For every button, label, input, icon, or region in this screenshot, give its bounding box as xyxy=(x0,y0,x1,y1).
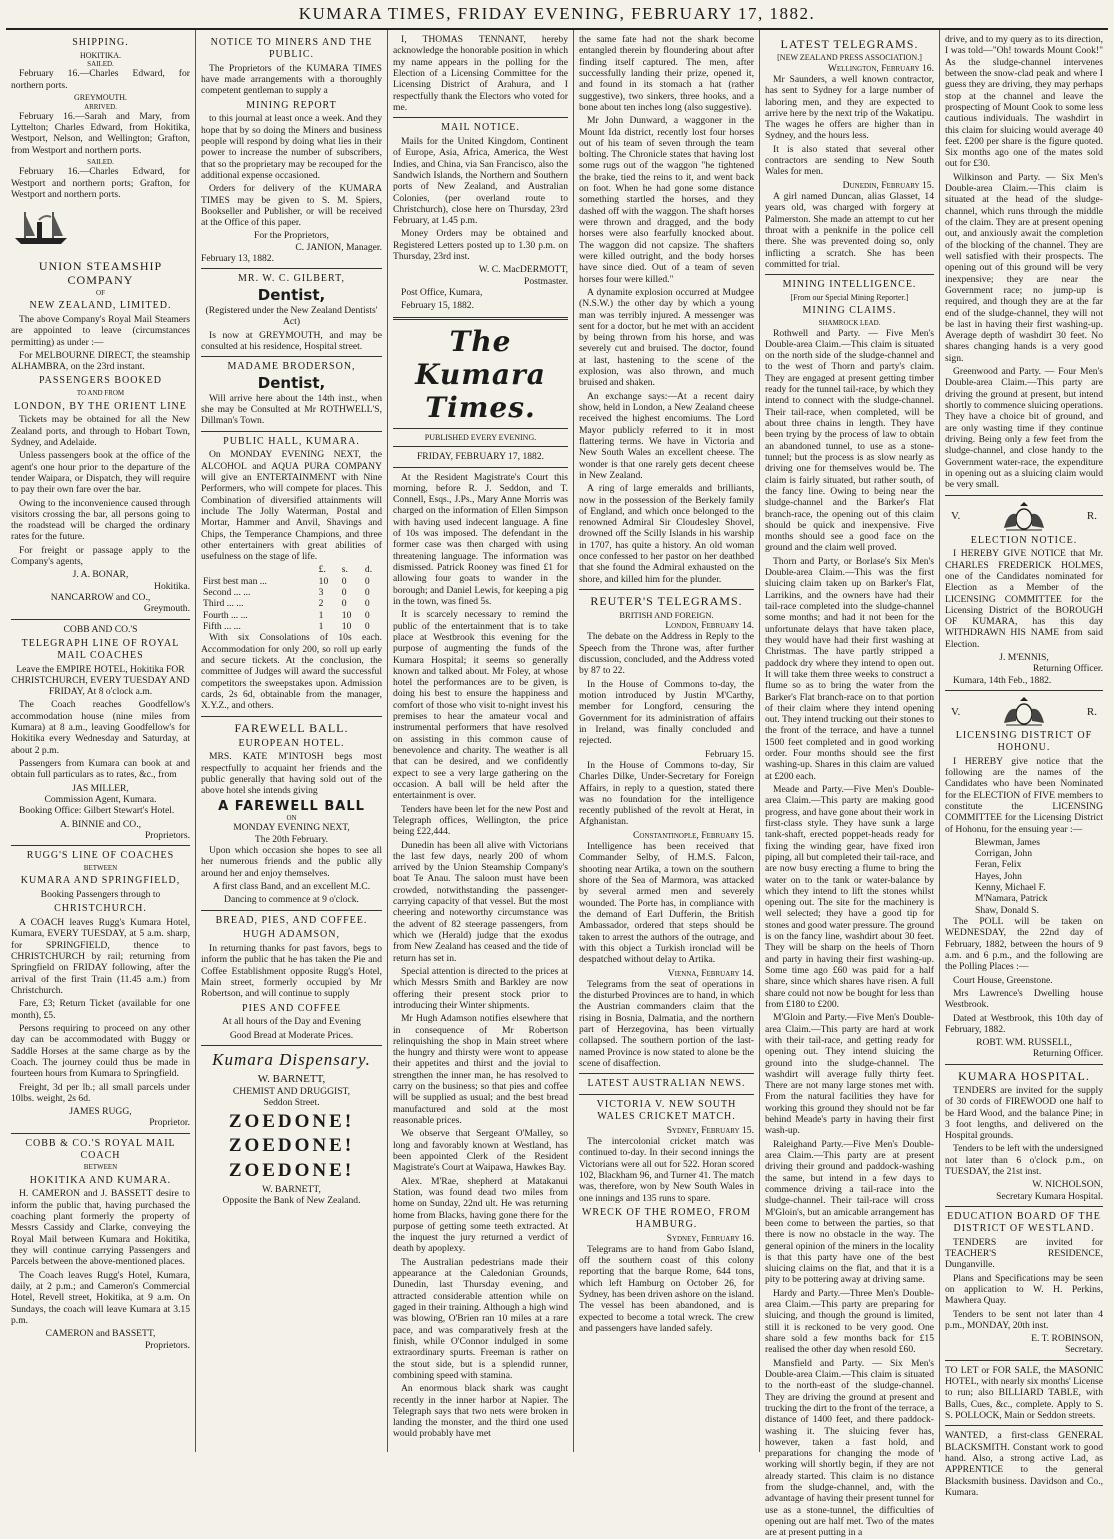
column-6 xyxy=(940,30,1108,1498)
cobb2-heading: COBB & CO.'S ROYAL MAIL COACH xyxy=(25,1137,176,1161)
dateline: February 15. xyxy=(704,748,754,760)
prize-cell: 0 xyxy=(341,587,347,599)
signature-role: Returning Officer. xyxy=(1032,1048,1103,1060)
prize-header-cell: £. xyxy=(318,564,326,576)
prize-header-cell xyxy=(201,564,317,575)
wanted-advert: WANTED, a first-class GENERAL BLACKSMITH. Constant work to good hand. Also, a strong active Lad, as APPRENTICE to the general Blacksmith business. Davidson and Co., Kumara. xyxy=(945,1430,1103,1498)
divider xyxy=(393,446,568,447)
divider xyxy=(201,356,382,357)
signature: E. T. ROBINSON, xyxy=(1031,1333,1103,1345)
candidate-name: Blewman, James xyxy=(975,836,1041,848)
telegrams-heading: LATEST TELEGRAMS. xyxy=(780,37,919,51)
ball-title: A FAREWELL BALL xyxy=(218,798,365,814)
education-heading: EDUCATION BOARD OF THE DISTRICT OF WESTLAND. xyxy=(947,1211,1101,1234)
mining-report-label: MINING REPORT xyxy=(246,99,337,111)
arrived-label: ARRIVED. xyxy=(84,102,117,111)
signature-role: Postmaster. xyxy=(524,275,568,287)
shipping-entry: February 16.—Sarah and Mary, from Lyttelton; Charles Edward, from Hokitika, Westport, Nelson, and Wellington; Grafton, from Westport and northern ports. xyxy=(11,110,190,156)
editorial-paragraph: The Australian pedestrians made their appearance at the Caledonian Grounds, Dunedin, last Thursday evening, and attracted considerable attention while on gaged in their training. Although a high wind was blowing, O'Brien ran 10 miles at a rare pace, and was comparatively fresh at the finish, while O'Connor indulged in some extraordinary spurts. Freeman is rather on the stout side, but is a splendid runner, combining speed with stamina. xyxy=(393,1256,568,1381)
prize-table xyxy=(201,564,382,632)
divider xyxy=(393,117,568,118)
prize-cell: Fifth ... ... xyxy=(203,621,241,633)
gilbert-title: Dentist, xyxy=(257,286,326,305)
ball-on: ON xyxy=(286,814,297,823)
signature: A. BINNIE and CO., xyxy=(59,818,141,830)
signature-role: Proprietors. xyxy=(144,1339,190,1351)
prize-cell: 0 xyxy=(364,598,370,610)
cobb2-paragraph: The Coach leaves Rugg's Hotel, Kumara, daily, at 2 p.m.; and Cameron's Commercial Hotel, Revell street, Hokitika, at 9 a.m. On Sundays, the coach will leave Kumara at 3.15 p.m. xyxy=(11,1269,190,1326)
editorial-paragraph: An exchange says:—At a recent dairy show, held in London, a New Zealand cheese received the highest encomiums. The Lord Mayor publicly referred to it in most flattering terms. We have in Victoria and New South Wales an excellent cheese. The wonder is that one rarely gets decent cheese in New Zealand. xyxy=(579,390,754,481)
column-3 xyxy=(388,30,574,1452)
cobb-paragraph: Leave the EMPIRE HOTEL, Hokitika FOR CHRISTCHURCH, EVERY TUESDAY AND FRIDAY, At 8 o'clock a.m. xyxy=(11,663,190,698)
licensing-paragraph: The POLL will be taken on WEDNESDAY, the 22nd day of February, 1882, between the hours of 9 a.m. and 6 p.m., and the following are the Polling Places :— xyxy=(945,916,1103,973)
broderson-paragraph: Will arrive here about the 14th inst., when she may be Consulted at Mr ROTHWELL'S, Dillman's Town. xyxy=(201,392,382,427)
editorial-paragraph: Dunedin has been all alive with Victorians the last few days, nearly 200 of whom arrived by the Union Steamship Company's boat Te Anau. The saloon must have been crowded, notwithstanding the passenger-carrying capacity of that vessel. But the most cheering and noteworthy circumstance was the advent of 82 steerage passengers, from which we (Herald) judge that the exodus from New Zealand has ceased and the tide of return has set in. xyxy=(393,839,568,964)
prize-cell: 10 xyxy=(341,609,352,621)
prize-row xyxy=(201,610,382,621)
candidate-name: Feran, Felix xyxy=(975,859,1022,871)
editorial-paragraph: A ring of large emeralds and brilliants, now in the possession of the Berkely family of England, and which once belonged to the renowned Admiral Sir Cloudesley Shovel, drowned off the Scilly Islands in his warship in 1707, has quite a history. An old woman once confessed to her pastor on her deathbed that she found the Admiral exhausted on the shore, and killed him for the plunder. xyxy=(579,483,754,585)
hall-paragraph: With six Consolations of 10s each. Accommodation for only 200, so roll up early and secure tickets. At the conclusion, the committee of Judges will award the successful competitors the sweepstakes upon. Admission cards, 2s 6d, obtainable from the manager, X.Y.Z., and others. xyxy=(201,632,382,712)
editorial-paragraph: We observe that Sergeant O'Malley, so long and favorably known at Westland, has been appointed Clerk of the Resident Magistrate's Court at Waipawa, Hawkes Bay. xyxy=(393,1128,568,1174)
passengers-london: LONDON, BY THE ORIENT LINE xyxy=(14,400,187,412)
wreck-heading: WRECK OF THE ROMEO, FROM HAMBURG. xyxy=(581,1206,752,1230)
prize-cell: 3 xyxy=(318,587,324,599)
mining-paragraph: M'Gloin and Party.—Five Men's Double-area Claim.—This party are hard at work with their tail-race, and getting ready for opening out. They intend sluicing the ground into the sludge-channel. The washdirt will average fully thirty feet. There are not many large stones met with. From the natural facilities they have for working this ground they should not be far behind Meade's party in having their first wash-up. xyxy=(765,1012,934,1137)
column-2 xyxy=(196,30,388,1452)
cobb2-places: HOKITIKA AND KUMARA. xyxy=(29,1174,172,1186)
mining-paragraph: Rothwell and Party. — Five Men's Double-area Claim.—This claim is situated on the north side of the sludge-channel and to the west of Thorn and party's claim. They are engaged at present getting timber ready for the tunnel tail-race, by which they intend to connect with the sludge-channel. Their tail-race, when completed, will be about three chains in length. They have been trying by the process of law to obtain an abandoned tunnel, to use as a stone-tunnel; but the process is as slow nearly as driving one for themselves would be. The claim is fairly situated, but rather south, of the fancy line. Owing to being near the sludge-channel and the Barker's Flat branch-race, the opening out of this claim should be quick and inexpensive. Five months should see a good face on the ground and the claim well proved. xyxy=(765,327,934,554)
prize-cell: 2 xyxy=(318,598,324,610)
dispensary-address: Opposite the Bank of New Zealand. xyxy=(222,1195,361,1207)
signature: NANCARROW and CO., xyxy=(50,592,151,603)
masthead: KUMARA TIMES, FRIDAY EVENING, FEBRUARY 17, 1882. xyxy=(6,0,1108,30)
signature-role: Commission Agent, Kumara. xyxy=(44,793,157,805)
prize-header-cell: s. xyxy=(341,564,348,576)
ball-date2: The 20th February. xyxy=(254,833,329,845)
ball-paragraph: Dancing to commence at 9 o'clock. xyxy=(224,894,359,906)
cobb-paragraph: Passengers from Kumara can book at and obtain full particulars as to rates, &c., from xyxy=(11,758,190,781)
tennant-notice: I, THOMAS TENNANT, hereby acknowledge the honorable position in which my name appears in the polling for the Election of a Licensing Committee for the Licensing District of Arahura, and I respectfully thank the Electors who voted for me. xyxy=(393,34,568,113)
editorial-paragraph: Alex. M'Rae, shepherd at Matakanui Station, was found dead two miles from home on Sunday, 22nd ult. He was returning home from Blacks, having gone there for the purpose of getting some teeth extracted. At the inquest the jury returned a verdict of death by apoplexy. xyxy=(393,1175,568,1255)
cobb-heading: COBB AND CO.'S xyxy=(63,623,138,635)
cobb-title: TELEGRAPH LINE OF ROYAL MAIL COACHES xyxy=(21,637,180,661)
prize-cell: 0 xyxy=(341,598,347,610)
divider xyxy=(945,1360,1103,1361)
claims-heading: MINING CLAIMS. xyxy=(802,305,897,317)
broderson-title: Dentist, xyxy=(257,373,326,392)
shipping-entry: February 16.—Charles Edward, for Westport and northern ports; Grafton, for Westport and northern ports. xyxy=(11,166,190,200)
mining-paragraph: Raleighand Party.—Five Men's Double-area Claim.—This party are at present driving their ground and paddock-washing the same, but intend in a few days to commence driving a tail-race into the sludge-channel. Their tail-race will cross M'Gloin's, but an amicable arrangement has been come to between the parties, so that there is now no obstacle in the way. The general opinion of the miners in the locality is that this party have one of the best sluicing claims on the flat, and that it is a pity to be pottering away at driving same. xyxy=(765,1138,934,1286)
notice-heading: NOTICE TO MINERS AND THE PUBLIC. xyxy=(210,37,373,60)
notice-date: February 13, 1882. xyxy=(201,253,275,265)
candidate-list xyxy=(945,837,1103,916)
divider xyxy=(579,1094,754,1095)
steamship-icon xyxy=(11,208,71,248)
gilbert-heading: MR. W. C. GILBERT, xyxy=(238,273,345,285)
rugg-paragraph: Freight, 3d per lb.; all small parcels under 10lbs. weight, 2s 6d. xyxy=(11,1081,190,1104)
dispensary-name: W. BARNETT, xyxy=(257,1073,326,1086)
union-paragraph: For MELBOURNE DIRECT, the steamship ALHAMBRA, on the 23rd instant. xyxy=(11,349,190,373)
prize-row xyxy=(201,621,382,632)
broderson-heading: MADAME BRODERSON, xyxy=(227,361,356,373)
bread-heading: BREAD, PIES, AND COFFEE. xyxy=(215,914,368,926)
signature: CAMERON and BASSETT, xyxy=(45,1328,156,1340)
divider xyxy=(393,317,568,320)
education-paragraph: Plans and Specifications may be seen on application to W. H. Perkins, Mawhera Quay. xyxy=(945,1272,1103,1307)
candidate-name: Hayes, John xyxy=(975,870,1022,882)
cobb-paragraph: Booking Office: Gilbert Stewart's Hotel. xyxy=(19,805,175,817)
prize-row xyxy=(201,598,382,609)
divider xyxy=(945,495,1103,496)
divider xyxy=(945,1064,1103,1065)
mining-paragraph: Greenwood and Party. — Four Men's Double-area Claim.—This party are driving the ground at present, but intend shortly to commence sluicing operations. They have a choice bit of ground, and are only wasting time if they continue driving. Being only a few feet from the sludge-channel, and close handy to the Government water-race, the expenditure in opening out as a sluicing claim would be very small. xyxy=(945,366,1103,491)
divider xyxy=(201,716,382,717)
prize-cell: First best man ... xyxy=(203,575,267,587)
mail-paragraph: Money Orders may be obtained and Registered Letters posted up to 1.30 p.m. on Thursday, 23rd inst. xyxy=(393,228,568,263)
mining-paragraph: Hardy and Party.—Three Men's Double-area Claim.—This party are preparing for sluicing, and though the ground is limited, still it is reckoned to be very good. One share sold a few months back for £15 realised the other day when resold £60. xyxy=(765,1287,934,1356)
zoedone-line: ZOEDONE! xyxy=(228,1135,355,1157)
editorial-paragraph: the same fate had not the shark become entangled therein by floundering about after finding itself captured. The men, after successfully landing their prize, opened it, and found in its stomach a hat (rather suggestive), two sinkers, three hooks, and a bone about ten inches long (also suggestive). xyxy=(579,34,754,113)
gilbert-paragraph: (Registered under the New Zealand Dentists' Act) xyxy=(205,304,378,328)
prize-cell: 1 xyxy=(318,609,324,621)
divider xyxy=(11,1133,190,1134)
signature: W. NICHOLSON, xyxy=(1032,1179,1103,1191)
signature: JAMES RUGG, xyxy=(69,1106,132,1118)
divider xyxy=(201,268,382,269)
prize-cell: 0 xyxy=(364,575,370,587)
rugg-between: BETWEEN xyxy=(83,864,118,873)
to-let-advert: TO LET or FOR SALE, the MASONIC HOTEL, with nearly six months' License to run; also BILLIARD TABLE, with Balls, Cues, &c., complete. Apply to S. S. POLLOCK, Main or Seddon streets. xyxy=(945,1364,1103,1422)
dispensary-heading: Kumara Dispensary. xyxy=(212,1050,371,1070)
divider xyxy=(393,428,568,429)
edition-date: FRIDAY, FEBRUARY 17, 1882. xyxy=(416,451,545,463)
greymouth-label: GREYMOUTH. xyxy=(73,93,128,103)
gilbert-paragraph: Is now at GREYMOUTH, and may be consulted at his residence, Hospital street. xyxy=(201,329,382,352)
signature: J. M'ENNIS, xyxy=(999,652,1049,664)
rugg-christchurch: CHRISTCHURCH. xyxy=(54,903,147,915)
prize-cell: 0 xyxy=(364,621,370,633)
prize-cell: 0 xyxy=(341,575,347,587)
signature: C. JANION, Manager. xyxy=(295,241,382,253)
dateline: Sydney, February 16. xyxy=(666,1232,754,1244)
ball-heading: FAREWELL BALL. xyxy=(234,720,349,735)
signature: ROBT. WM. RUSSELL, xyxy=(976,1037,1072,1049)
mail-paragraph: Mails for the United Kingdom, Continent of Europe, Asia, Africa, America, the West Indies, and China, via San Francisco, also the Sandwich Islands, the Northern and Southern ports of New Zealand, and Australian Colonies, (per overland route to Christchurch), close here on Thursday, 23rd February, at 1.45 p.m. xyxy=(393,135,568,227)
mail-date: February 15, 1882. xyxy=(401,300,475,312)
divider xyxy=(945,690,1103,691)
union-paragraph: Owing to the inconvenience caused through visitors crossing the bar, all persons going to the roadstead will be charged the ordinary rates for the future. xyxy=(11,497,190,543)
divider xyxy=(945,1206,1103,1207)
shipping-heading: SHIPPING. xyxy=(72,37,129,48)
bread-name: HUGH ADAMSON, xyxy=(243,929,340,941)
telegram-paragraph: In the House of Commons to-day, Sir Charles Dilke, Under-Secretary for Foreign Affairs, in reply to a question, stated there was no foundation for the intelligence recently published of the revolt at Herat, in Afghanistan. xyxy=(579,759,754,828)
mining-paragraph: Wilkinson and Party. — Six Men's Double-area Claim.—This claim is situated at the head of the sludge-channel, which runs through the middle of the claim. They are at present opening out, and anxiously await the completion of the blocking of the channel. They are well satisfied with their prospects. The opening out of this ground will be very inexpensive; they are near the Government race; no jump-up is required, and though they are at the far end of the sludge-channel, they will not be last in having their first washing-up. Average depth of washdirt 30 feet. No shares changing hands is a very good sign. xyxy=(945,171,1103,364)
mining-paragraph: Thorn and Party, or Borlase's Six Men's Double-area Claim.—This was the first sluicing claim taken up on Barker's Flat, Larrikins, and the owners have had their tail-race completed into the sludge-channel some months; and had it not been for the unfortunate delays that have taken place, they would have had their first washing at Christmas. The have partly stripped a paddock dry where they intend to open out. It will take them three weeks to construct a flume so as to bring the water from the Barker's Flat branch-race on to that portion of their claim where they intend opening out. They intend trucking out their stones to the front of the terrace, and have a tunnel 1500 feet completed and in good working order. Four months should see the first washing-up. Shares in this claim are valued at £200 each. xyxy=(765,555,934,782)
royal-r: R. xyxy=(1086,510,1097,523)
divider xyxy=(201,431,382,432)
education-paragraph: Tenders to be sent not later than 4 p.m., MONDAY, 20th inst. xyxy=(945,1308,1103,1331)
dateline: Sydney, February 15. xyxy=(666,1124,754,1136)
candidate-name: Kenny, Michael F. xyxy=(975,882,1046,894)
australian-heading: LATEST AUSTRALIAN NEWS. xyxy=(587,1078,746,1090)
rugg-paragraph: Fare, £3; Return Ticket (available for one month), £5. xyxy=(11,998,190,1021)
editorial-paragraph: Special attention is directed to the prices at which Messrs Smith and Barkley are now offering their present stock prior to introducing their Winter shipments. xyxy=(393,965,568,1011)
signature-place: Greymouth. xyxy=(143,603,190,615)
cobb2-between: BETWEEN xyxy=(83,1163,118,1172)
claims-lead: SHAMROCK LEAD. xyxy=(818,319,881,328)
prize-cell: 0 xyxy=(364,609,370,621)
candidate-name: M'Namara, Patrick xyxy=(975,893,1048,905)
editorial-paragraph: At the Resident Magistrate's Court this morning, before R. J. Seddon, and T. Connell, Esqs., J.Ps., Mary Anne Morris was charged on the information of Ellen Simpson with having used indecent language. A fine of 10s was imposed. The defendant in the former case was then charged with using threatening language. The information was dismissed. Patrick Rooney was fined £1 for allowing four goats to wander in the borough; and Daniel Lewis, for keeping a pig in the town, was fined 5s. xyxy=(393,471,568,607)
divider xyxy=(579,589,754,590)
signature: W. C. MacDERMOTT, xyxy=(478,264,568,276)
dateline: Dunedin, February 15. xyxy=(842,179,934,191)
hospital-paragraph: Tenders to be left with the undersigned not later than 6 o'clock p.m., on TUESDAY, the 21st inst. xyxy=(945,1143,1103,1178)
candidate-name: Shaw, Donald S. xyxy=(975,904,1039,916)
royal-v: V. xyxy=(951,510,961,523)
prize-cell: Third ... ... xyxy=(203,598,244,610)
rugg-paragraph: Persons requiring to proceed on any other day can be accommodated with Buggy or Saddle Horses at the same charge as by the Coach. The journey could thus be made in fourteen hours from Kumara to Springfield. xyxy=(11,1022,190,1080)
prize-cell: Second ... ... xyxy=(203,587,251,599)
divider xyxy=(765,274,934,275)
election-paragraph: I HEREBY GIVE NOTICE that Mr. CHARLES FREDERICK HOLMES, one of the Candidates nominated for Election as a Member of the LICENSING COMMITTEE for the Licensing District of the BOROUGH OF KUMARA, has this day WITHDRAWN HIS NAME from said Election. xyxy=(945,548,1103,650)
divider xyxy=(945,1425,1103,1426)
dispensary-signature: W. BARNETT, xyxy=(262,1183,321,1195)
signature: J. A. BONAR, xyxy=(72,569,129,581)
dateline: Wellington, February 16. xyxy=(827,62,934,74)
editorial-paragraph: Mr John Dunward, a waggoner in the Mount Ida district, recently lost four horses out of his team of seven through the team bolting. The Chronicle states that having lost some rugs out of the waggon "he tightened the brake, tied the reins to it, and went back on foot. When he had gone some distance something startled the horses, and they dashed off with the waggon. The shaft horses were thrown and dragged, and the body horses were also fearfully knocked about. The waggon did not capsize. The shafters were killed outright, and the body horses have since died. Out of a team of seven horses four were killed." xyxy=(579,115,754,285)
bread-paragraph: In returning thanks for past favors, begs to inform the public that he has taken the Pie and Coffee Establishment opposite Rugg's Hotel, Main street, formerly occupied by Mr Robertson, and will continue to supply xyxy=(201,943,382,1000)
reuter-heading: REUTER'S TELEGRAMS. xyxy=(590,594,743,608)
polling-place: Court House, Greenstone. xyxy=(953,974,1053,986)
hospital-paragraph: TENDERS are invited for the supply of 30 cords of FIREWOOD one half to be Hard Wood, and the balance Pine; in 3 foot lengths, and delivered on the Hospital grounds. xyxy=(945,1084,1103,1142)
prize-cell: 0 xyxy=(364,587,370,599)
prize-header-cell: d. xyxy=(364,564,373,576)
rugg-places: KUMARA AND SPRINGFIELD, xyxy=(20,875,181,887)
cobb-paragraph: The Coach reaches Goodfellow's accommodation house (nine miles from Kumara) at 8 a.m., leaving Goodfellow's for Hokitika every Wednesday and Saturday, at about 2 p.m. xyxy=(11,699,190,756)
signature-role: Returning Officer. xyxy=(1032,663,1103,675)
dispensary-trade: CHEMIST AND DRUGGIST, xyxy=(232,1086,351,1098)
rugg-paragraph: A COACH leaves Rugg's Kumara Hotel, Kumara, EVERY TUESDAY, at 5 a.m. sharp, for SPRINGFIELD, thence to CHRISTCHURCH by rail; returning from Springfield on FRIDAY following, after the arrival of the first Train (11.45 a.m.) from Christchurch. xyxy=(11,917,190,997)
union-paragraph: Tickets may be obtained for all the New Zealand ports, and through to Hobart Town, Sydney, and Adelaide. xyxy=(11,414,190,448)
divider xyxy=(393,467,568,468)
education-paragraph: TENDERS are invited for TEACHER'S RESIDENCE, Dunganville. xyxy=(945,1236,1103,1271)
election-heading: ELECTION NOTICE. xyxy=(970,534,1078,546)
dateline: Vienna, February 14. xyxy=(667,967,754,979)
royal-coat-of-arms-icon xyxy=(1000,697,1048,727)
polling-place: Mrs Lawrence's Dwelling house Westbrook. xyxy=(945,987,1103,1011)
telegrams-source: [NEW ZEALAND PRESS ASSOCIATION.] xyxy=(777,53,922,63)
published-line: PUBLISHED EVERY EVENING. xyxy=(424,432,537,442)
shipping-entry: February 16.—Charles Edward, for northern ports. xyxy=(11,68,190,91)
mining-paragraph: Meade and Party.—Five Men's Double-area Claim.—This party are making good progress, and have gone about their work in first-class style. They have sunk a large tank-shaft, erected poppet-heads ready for fixing the winding gear, have fixed iron piping, all but completed their tail-race, and are now busy erecting a flume to bring the water on to the tank or water-balance by which they intend to lift the stones whilst opening out. The site for the machinery is well selected; they have a good tip for stones and good water pressure. The ground is on the fancy line, washdirt about 30 feet. They will be sharp on the heels of Thorn and party in having their first washing-up. Some time ago £60 was paid for a half share, since which shares have risen. A full share could not now be bought for less than from £180 to £200. xyxy=(765,784,935,1010)
signature-role: Proprietor. xyxy=(149,1117,190,1129)
licensing-paragraph: Dated at Westbrook, this 10th day of February, 1882. xyxy=(945,1012,1103,1035)
dispensary-street: Seddon Street. xyxy=(263,1097,320,1109)
prize-cell: Fourth ... ... xyxy=(203,609,248,621)
telegram-paragraph: The intercolonial cricket match was continued to-day. In their second innings the Victorians were all out for 522. Horan scored 102, Blackham 96, and Turner 41. The match was, therefore, won by New South Wales in one innings and 135 runs to spare. xyxy=(579,1136,754,1204)
mail-place: Post Office, Kumara, xyxy=(401,287,483,299)
mining-heading: MINING INTELLIGENCE. xyxy=(782,279,917,291)
royal-v: V. xyxy=(951,705,961,718)
telegram-paragraph: A girl named Duncan, alias Glasset, 14 years old, was charged with forgery at Palmerston. She made an attempt to cut her throat with a penknife in the police cell there. She was prevented doing so, only inflicting a scratch. She has been committed for trial. xyxy=(765,191,934,270)
prize-table-header xyxy=(201,564,382,575)
royal-r: R. xyxy=(1086,705,1097,718)
ball-date: MONDAY EVENING NEXT, xyxy=(233,822,350,834)
rugg-heading: RUGG'S LINE OF COACHES xyxy=(26,850,175,862)
notice-paragraph: Orders for delivery of the KUMARA TIMES may be given to S. M. Spiers, Bookseller and Publisher, or will be received at the Office of this paper. xyxy=(201,183,382,229)
prize-cell: 10 xyxy=(341,621,352,633)
bread-paragraph: At all hours of the Day and Evening xyxy=(222,1016,361,1028)
licensing-paragraph: I HEREBY give notice that the following are the names of the Candidates who have been Nominated for the ELECTION of FIVE members to constitute the LICENSING COMMITTEE for the Licensing District of Hohonu, for the ensuing year :— xyxy=(945,755,1103,835)
dateline: London, February 14. xyxy=(665,620,754,632)
royal-arms-row xyxy=(951,697,1097,727)
divider xyxy=(579,1073,754,1074)
telegram-paragraph: Telegrams are to hand from Gabo Island, off the southern coast of this colony reporting that the barque Rome, 644 tons, which left Hamburg on October 26, for Sydney, has been driven ashore on the island. The vessel has been abandoned, and is expected to become a total wreck. The crew and passengers have landed safely. xyxy=(579,1243,754,1335)
signature-role: Secretary Kumara Hospital. xyxy=(996,1190,1103,1202)
editorial-paragraph: An enormous black shark was caught recently in the inner harbor at Napier. The Telegraph says that two nets were broken in landing the monster, and the third one used would probably have met xyxy=(393,1383,568,1440)
royal-coat-of-arms-icon xyxy=(1000,502,1048,532)
hall-heading: PUBLIC HALL, KUMARA. xyxy=(223,435,360,447)
union-paragraph: The above Company's Royal Mail Steamers are appointed to leave (circumstances permitting) as under :— xyxy=(11,313,190,348)
mining-source: [From our Special Mining Reporter.] xyxy=(790,293,909,303)
prize-row xyxy=(201,587,382,598)
telegram-paragraph: In the House of Commons to-day, the motion introduced by Justin M'Carthy, member for Longford, censuring the Government for its administration of affairs in Ireland, was finally concluded and rejected. xyxy=(579,678,754,747)
divider xyxy=(11,619,190,620)
telegram-paragraph: Mr Saunders, a well known contractor, has sent to Sydney for a large number of laboring men, and they are expected to arrive here by the next trip of the Wakatipu. The wages he offers are higher than in Sydney, and the hours less. xyxy=(765,73,934,142)
union-paragraph: Unless passengers book at the office of the agent's one hour prior to the departure of the tender Waipara, or Dispatch, they will require to pay their own fare over the bar. xyxy=(11,450,190,496)
election-date: Kumara, 14th Feb., 1882. xyxy=(953,674,1052,686)
rugg-booking: Booking Passengers through to xyxy=(40,889,161,901)
hospital-heading: KUMARA HOSPITAL. xyxy=(958,1068,1090,1083)
editorial-paragraph: A dynamite explosion occurred at Mudgee (N.S.W.) the other day by which a young man was terribly injured. A messenger was sent for a doctor, but he met with an accident by being thrown from his horse, and was severely cut and bruised. The doctor, found at last, hastening to the scene of the explosion, was also thrown, and much bruised and shaken. xyxy=(579,286,754,389)
notice-paragraph: The Proprietors of the KUMARA TIMES have made arrangements with a thoroughly competent gentleman to supply a xyxy=(201,62,382,97)
signature: JAS MILLER, xyxy=(72,782,129,794)
prize-cell: 1 xyxy=(318,621,324,633)
ball-paragraph: Upon which occasion she hopes to see all her numerous friends and the public ally around her and enjoy themselves. xyxy=(201,844,382,879)
ball-paragraph: A first class Band, and an excellent M.C. xyxy=(212,880,371,892)
prize-cell: 10 xyxy=(318,575,329,587)
signature-role: Proprietors. xyxy=(144,829,190,841)
hall-paragraph: On MONDAY EVENING NEXT, the ALCOHOL and AQUA PURA COMPANY will give an ENTERTAINMENT with Nine Performers, who will compete for places. This Combination of diversified attainments will include The Jolly Waterman, Postal and Mortar, Hammer and Anvil, Shavings and Chips, the Temperance Champions, and three other entertainers with great abilities of usefulness on the stage of life. xyxy=(201,449,382,563)
newspaper-title: The Kumara Times. xyxy=(415,324,546,424)
dateline: Constantinople, February 15. xyxy=(633,829,754,841)
sailed-label: SAILED. xyxy=(87,60,114,69)
notice-paragraph: to this journal at least once a week. And they hope that by so doing the Miners and business people will respond by doing what lies in their power to increase the number of subscribers, that so the proprietary may be recouped for the additional expense occasioned. xyxy=(201,113,382,181)
sailed-label: SAILED. xyxy=(87,158,114,167)
column-5 xyxy=(760,30,940,1539)
telegram-paragraph: Telegrams from the seat of operations in the disturbed Provinces are to hand, in which the Austrian commanders claim that the rising in Bosnia, Dalmatia, and the northern part of Herzegovina, has been virtually collapsed. The southern portion of the last-named Province is now stated to alone be the scene of disaffection. xyxy=(579,978,754,1070)
cobb2-paragraph: H. CAMERON and J. BASSETT desire to inform the public that, having purchased the coaching plant formerly the property of Messrs Cassidy and Clarke, conveying the Royal Mail between Kumara and Hokitika, they will continue carrying Passengers and Parcels between the above-mentioned places. xyxy=(11,1188,190,1268)
passengers-to: TO AND FROM xyxy=(76,389,125,398)
signature-role: Secretary. xyxy=(1065,1344,1103,1356)
signature-place: Hokitika. xyxy=(154,580,190,592)
divider xyxy=(201,910,382,911)
column-4 xyxy=(574,30,760,1452)
union-of: OF xyxy=(96,288,105,297)
royal-arms-row xyxy=(951,502,1097,532)
union-heading: UNION STEAMSHIP COMPANY xyxy=(38,258,163,287)
union-paragraph: For freight or passage apply to the Company's agents, xyxy=(11,544,190,568)
hokitika-label: HOKITIKA. xyxy=(79,50,122,60)
editorial-paragraph: Tenders have been let for the new Post and Telegraph offices, Wellington, the price being £22,444. xyxy=(393,803,568,838)
licensing-heading: LICENSING DISTRICT OF HOHONU. xyxy=(955,730,1093,753)
ball-paragraph: MRS. KATE M'INTOSH begs most respectfully to acquaint her friends and the public generally that having sold out of the above hotel she intends giving xyxy=(201,751,382,797)
bread-items: PIES AND COFFEE xyxy=(242,1002,341,1014)
zoedone-line: ZOEDONE! xyxy=(228,1159,355,1181)
editorial-paragraph: It is scarcely necessary to remind the public of the entertainment that is to take place at Westbrook this evening for the purpose of augmenting the funds of the Kumara Hospital; it seems so generally known and talked about. Mr Foley, at whose hotel the performances are to be given, is doing his best to ensure the happiness and comfort of those who visit to-night invest his premises to hear the amateur vocal and instrumental performers that have resolved on assisting in this common cause of benevolence and charity. The weather is all that can be desired, and we confidently expect to see a very large gathering on the occasion. A ball will be held after the entertainment is over. xyxy=(393,609,568,802)
passengers-heading: PASSENGERS BOOKED xyxy=(38,375,163,387)
bread-paragraph: Good Bread at Moderate Prices. xyxy=(229,1029,354,1041)
editorial-paragraph: Mr Hugh Adamson notifies elsewhere that in consequence of Mr Robertson relinquishing the shop in Main street where the hungry and thirsty were wont to appease their appetites and thirst and the jovial to strengthen the inner man, he has resolved to carry on the business; so that pies and coffee will be supplied as usual; and the best bread manufactured and sold at the most reasonable prices. xyxy=(393,1013,568,1127)
reuter-subheading: BRITISH AND FOREIGN. xyxy=(619,610,714,621)
divider xyxy=(11,845,190,846)
ball-subheading: EUROPEAN HOTEL. xyxy=(238,737,345,749)
column-1 xyxy=(6,30,196,1452)
mining-paragraph: Mansfield and Party. — Six Men's Double-area Claim.—This claim is situated to the north-east of the sludge-channel. They are driving the ground at present and trucking the dirt to the front of the terrace, a distance of 1400 feet, and there paddock-washing it. The sluicing fever has, however, taken a fast hold, and preparations for changing the mode of working will shortly begin, if they are not already started. This claim is no distance from the sludge-channel, and, with the advantage of having their present tunnel for use as a stone-tunnel, the difficulties of opening out are half met. Two of the mates are at present putting in a xyxy=(765,1357,934,1539)
signature: For the Proprietors, xyxy=(254,230,329,242)
telegram-paragraph: Intelligence has been received that Commander Selby, of H.M.S. Falcon, shooting near Artika, a town on the southern shore of the Sea of Marmora, was attacked by several armed men and severely wounded. The Porte has, in compliance with the demand of Earl Dufferin, the British Ambassador, ordered that steps should be taken to arrest the authors of the outrage, and with this object a Turkish ironclad will be despatched without delay to Artika. xyxy=(579,841,754,966)
mail-heading: MAIL NOTICE. xyxy=(441,122,520,134)
prize-row xyxy=(201,576,382,587)
zoedone-line: ZOEDONE! xyxy=(228,1110,355,1132)
mining-paragraph: drive, and to my query as to its direction, I was told—"Oh! towards Mount Cook!" As the sludge-channel intervenes between the snow-clad peak and where I guess they are driving, they may perhaps stop at the channel and leave the prospecting of Mount Cook to some less cautious individuals. The washdirt in this claim for sluicing would average 40 feet. £200 per share is the figure quoted. Six months ago one of the mates sold out for £30. xyxy=(945,34,1103,170)
candidate-name: Corrigan, John xyxy=(975,848,1033,860)
telegram-paragraph: It is also stated that several other contractors are sending to New South Wales for men. xyxy=(765,143,934,178)
columns xyxy=(6,30,1108,1539)
telegram-paragraph: The debate on the Address in Reply to the Speech from the Throne was, after further discussion, concluded, and the Address voted by 87 to 22. xyxy=(579,631,754,677)
divider xyxy=(201,1045,382,1046)
union-subheading: NEW ZEALAND, LIMITED. xyxy=(29,300,172,312)
cricket-heading: VICTORIA V. NEW SOUTH WALES CRICKET MATCH. xyxy=(596,1099,737,1122)
